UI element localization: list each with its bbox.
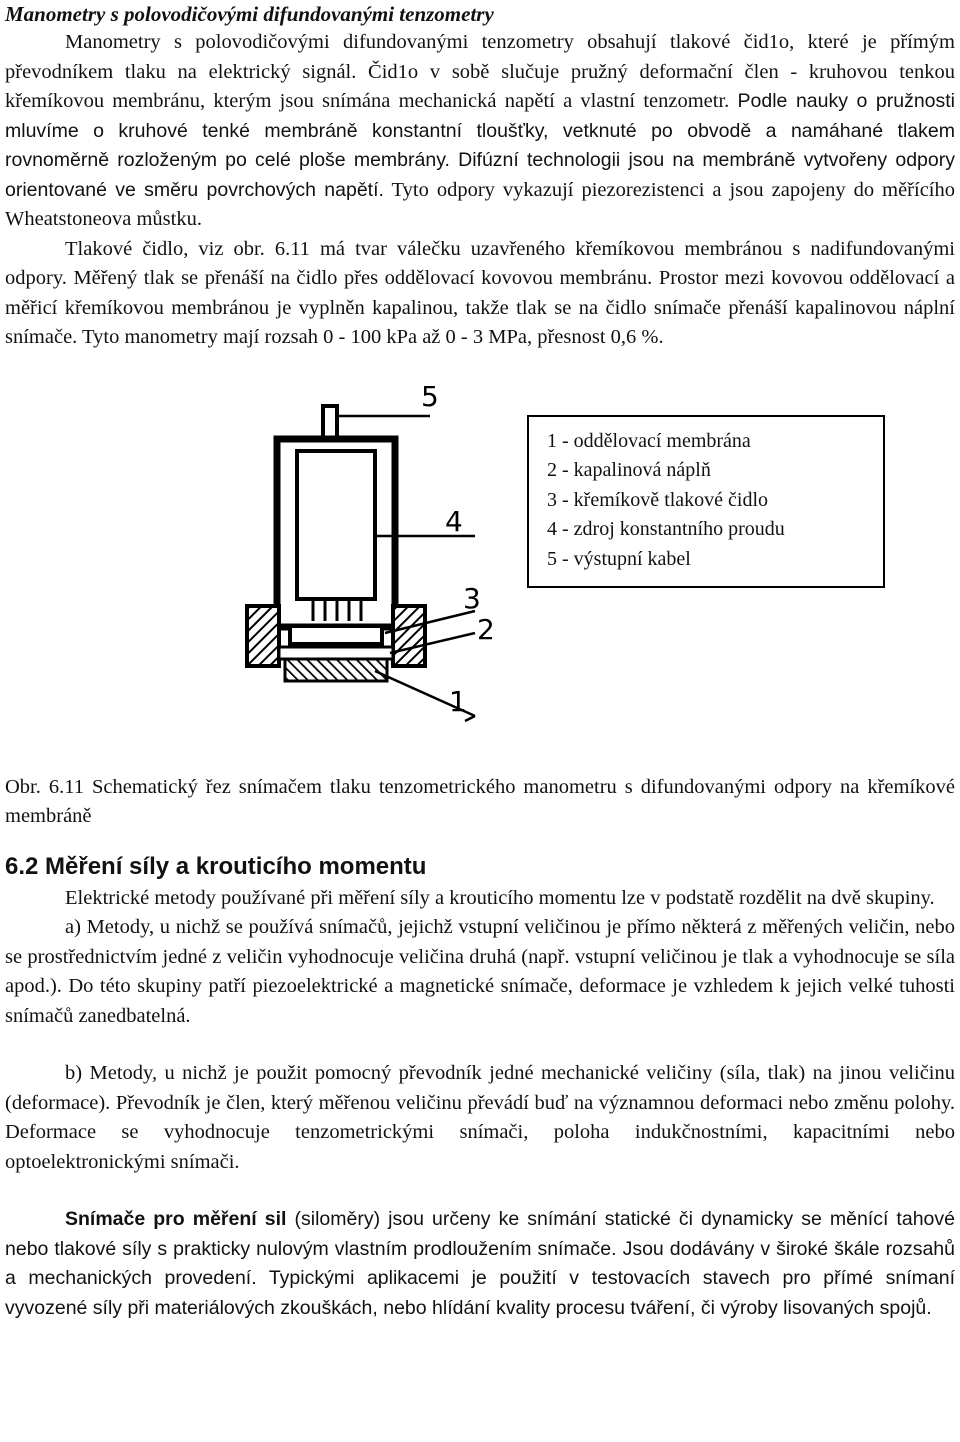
label-4: 4 [445, 504, 463, 538]
legend-item: 3 - křemíkově tlakové čidlo [547, 488, 769, 511]
paragraph-text: Manometry s polovodičovými difundovanými tenzometry obsahují tlakové čid1o, které je přímým převodníkem tlaku na elektrický signál. Čid1o v sobě slučuje pružný deformační člen - kruhovou tenkou křemíkovou membránu, kterým jsou snímána mechanická napětí a vlastní tenzometr. [5, 31, 955, 112]
legend-item: 2 - kapalinová náplň [547, 459, 711, 481]
paragraph-text: Podle nauky o pružnosti mluvíme o kruhové tenké membráně konstantní tloušťky, vetknuté po obvodě a namáhané tlakem rovnoměrně rozloženým po celé ploše membrány. Difúzní technologii jsou na membráně vytvořeny odpory orientované ve směru povrchových napětí. [5, 90, 956, 201]
label-1: 1 [449, 684, 467, 718]
paragraph: Tlakové čidlo, viz obr. 6.11 má tvar válečku uzavřeného křemíkovou membránou s nadifundovanými odpory. Měřený tlak se přenáší na čidlo přes oddělovací kovovou membránu. Prostor mezi kovovou oddělovací a měřicí křemíkovou membránou je vyplněn kapalinou, takže tlak se na čidlo snímače přenáší kapalinovou náplní snímače. Tyto manometry mají rozsah 0 - 100 kPa až 0 - 3 MPa, přesnost 0,6 %. [5, 237, 955, 348]
label-5: 5 [421, 379, 439, 413]
legend-item: 5 - výstupní kabel [547, 547, 691, 570]
pressure-sensor-diagram [235, 371, 505, 741]
bold-term: Snímače pro měření sil [65, 1208, 287, 1230]
figure [5, 353, 955, 773]
section-heading: Manometry s polovodičovými difundovanými tenzometry [5, 2, 494, 26]
figure-caption: Obr. 6.11 Schematický řez snímačem tlaku tenzometrického manometru s difundovanými odpory na křemíkové membráně [5, 775, 955, 827]
paragraph: b) Metody, u nichž je použit pomocný převodník jedné mechanické veličiny (síla, tlak) na jinou veličinu (deformace). Převodník je člen, který měřenou veličinu převádí buď na významnou deformaci nebo změnu polohy. Deformace se vyhodnocuje tenzometrickými snímači, poloha indukčnostními, kapacitními nebo optoelektronickými snímači. [5, 1062, 955, 1173]
label-3: 3 [463, 581, 481, 615]
paragraph: a) Metody, u nichž se používá snímačů, jejichž vstupní veličinou je přímo některá z měřených veličin, nebo se prostřednictvím jedné z veličin vyhodnocuje veličina druhá (např. vstupní veličinou je tlak a vyhodnocuje se síla apod.). Do této skupiny patří piezoelektrické a magnetické snímače, deformace je vzhledem k jejich velké tuhosti snímačů zanedbatelná. [5, 916, 955, 1027]
paragraph: Elektrické metody používané při měření síly a krouticího momentu lze v podstatě rozdělit na dvě skupiny. [65, 886, 935, 909]
paragraph [5, 28, 955, 235]
label-2: 2 [477, 612, 495, 646]
legend-item: 4 - zdroj konstantního proudu [547, 518, 785, 540]
legend-item: 1 - oddělovací membrána [547, 429, 751, 452]
paragraph-text: (siloměry) jsou určeny ke snímání statické či dynamicky se měnící tahové nebo tlakové síly s prakticky nulovým vlastním prodloužením snímače. Jsou dodávány v široké škále rozsahů a mechanických provedení. Typickými aplikacemi je použití v testovacích stavech pro přímé snímaní vyvozené síly při materiálových zkouškách, nebo hlídání kvality procesu tváření, či výroby lisovaných spojů. [5, 1208, 955, 1319]
section-heading: 6.2 Měření síly a krouticího momentu [5, 852, 427, 880]
document-page [5, 0, 955, 1323]
figure-legend [527, 415, 885, 588]
paragraph-text: Tyto odpory vykazují piezorezistenci a jsou zapojeny do měřícího Wheatstoneova můstku. [5, 178, 955, 230]
paragraph [5, 1205, 955, 1323]
